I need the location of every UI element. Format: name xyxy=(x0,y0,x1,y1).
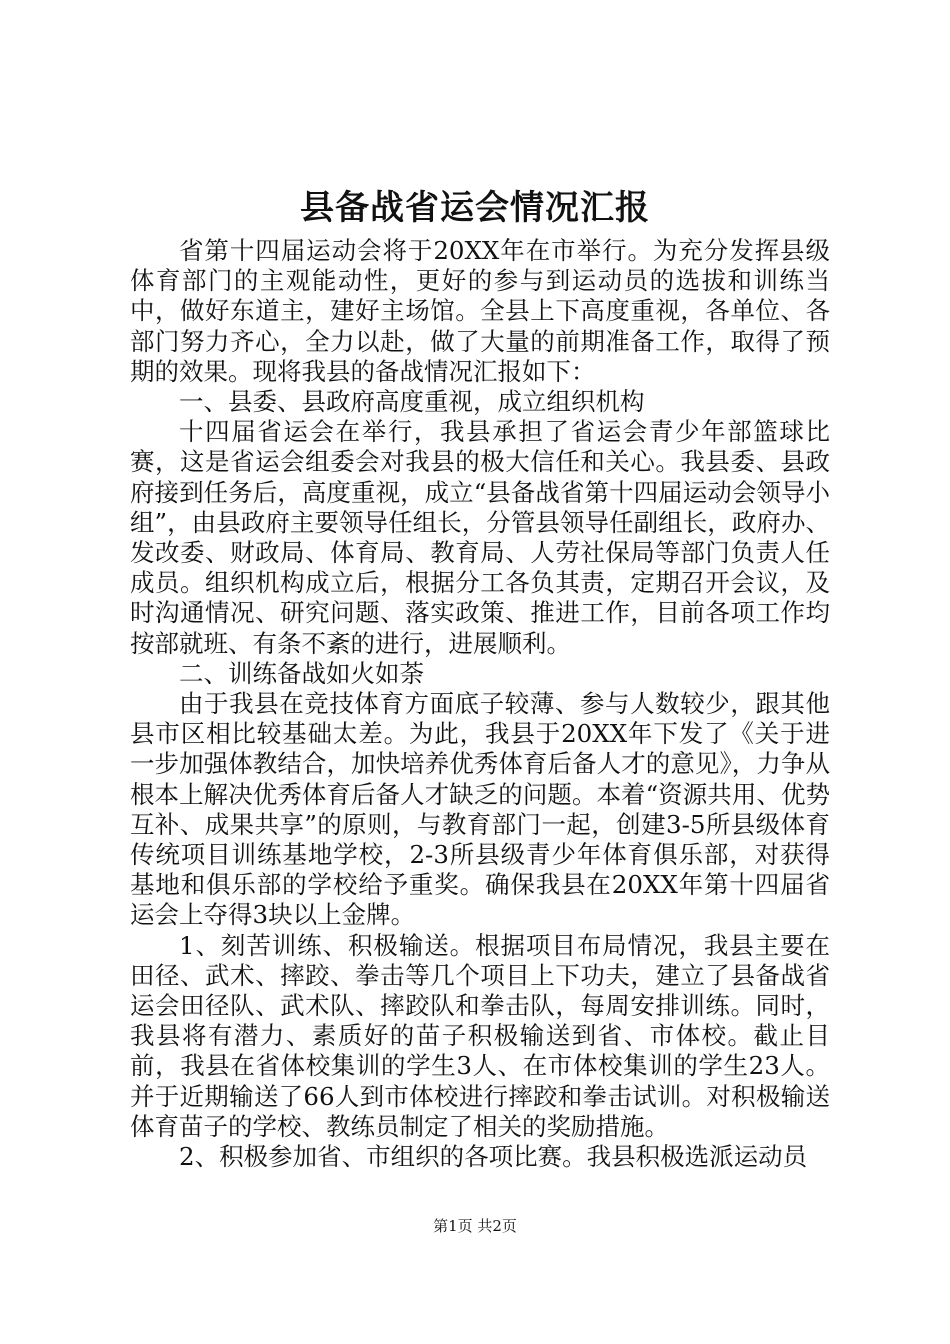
paragraph-organization: 十四届省运会在举行，我县承担了省运会青少年部篮球比赛，这是省运会组委会对我县的极大信任和关心。我县委、县政府接到任务后，高度重视，成立“县备战省第十四届运动会领导小组”，由县政府主要领导任组长，分管县领导任副组长，政府办、发改委、财政局、体育局、教育局、人劳社保局等部门负责人任成员。组织机构成立后，根据分工各负其责，定期召开会议，及时沟通情况、研究问题、落实政策、推进工作，目前各项工作均按部就班、有条不紊的进行，进展顺利。 xyxy=(130,417,830,658)
paragraph-training: 由于我县在竞技体育方面底子较薄、参与人数较少，跟其他县市区相比较基础太差。为此，我县于20XX年下发了《关于进一步加强体教结合，加快培养优秀体育后备人才的意见》，力争从根本上解决优秀体育后备人才缺乏的问题。本着“资源共用、优势互补、成果共享”的原则，与教育部门一起，创建3-5所县级体育传统项目训练基地学校，2-3所县级青少年体育俱乐部，对获得基地和俱乐部的学校给予重奖。确保我县在20XX年第十四届省运会上夺得3块以上金牌。 xyxy=(130,689,830,930)
paragraph-point-2: 2、积极参加省、市组织的各项比赛。我县积极选派运动员 xyxy=(179,1142,808,1172)
page-number: 第1页 共2页 xyxy=(433,1217,517,1235)
section-heading-1: 一、县委、县政府高度重视，成立组织机构 xyxy=(179,387,645,417)
section-heading-2: 二、训练备战如火如荼 xyxy=(179,658,424,688)
document-title: 县备战省运会情况汇报 xyxy=(300,188,650,228)
paragraph-intro: 省第十四届运动会将于20XX年在市举行。为充分发挥县级体育部门的主观能动性，更好的参与到运动员的选拔和训练当中，做好东道主，建好主场馆。全县上下高度重视，各单位、各部门努力齐心，全力以赴，做了大量的前期准备工作，取得了预期的效果。现将我县的备战情况汇报如下： xyxy=(130,236,830,386)
document-body xyxy=(130,236,830,1172)
paragraph-point-1: 1、刻苦训练、积极输送。根据项目布局情况，我县主要在田径、武术、摔跤、拳击等几个项目上下功夫，建立了县备战省运会田径队、武术队、摔跤队和拳击队，每周安排训练。同时，我县将有潜力、素质好的苗子积极输送到省、市体校。截止目前，我县在省体校集训的学生3人、在市体校集训的学生23人。并于近期输送了66人到市体校进行摔跤和拳击试训。对积极输送体育苗子的学校、教练员制定了相关的奖励措施。 xyxy=(130,930,830,1141)
page-footer xyxy=(0,1216,950,1236)
